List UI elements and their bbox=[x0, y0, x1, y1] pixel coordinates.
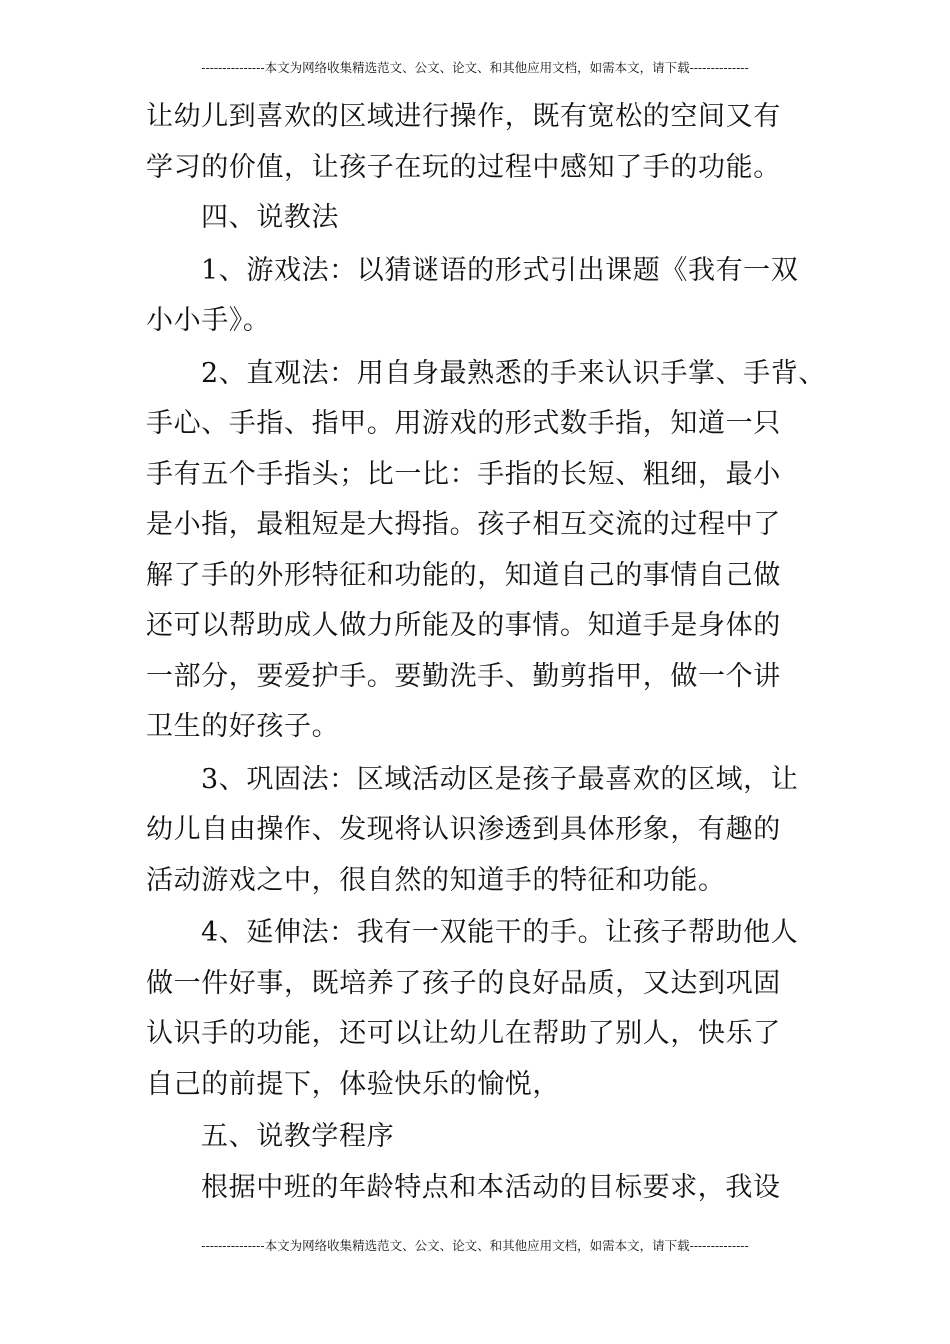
body-line: 幼儿自由操作、发现将认识渗透到具体形象，有趣的 bbox=[146, 814, 781, 845]
body-line: 认识手的功能，还可以让幼儿在帮助了别人，快乐了 bbox=[146, 1018, 781, 1049]
body-line: 4、延伸法：我有一双能干的手。让孩子帮助他人 bbox=[201, 917, 799, 948]
body-line: 根据中班的年龄特点和本活动的目标要求，我设 bbox=[201, 1171, 781, 1203]
body-line: 做一件好事，既培养了孩子的良好品质，又达到巩固 bbox=[146, 967, 781, 999]
page-header-notice: ---------------本文为网络收集精选范文、公文、论文、和其他应用文档，如需本文，请下载-------------- bbox=[201, 60, 749, 75]
body-line: 让幼儿到喜欢的区域进行操作，既有宽松的空间又有 bbox=[146, 101, 781, 132]
page-footer-notice: ---------------本文为网络收集精选范文、公文、论文、和其他应用文档，如需本文，请下载-------------- bbox=[201, 1238, 749, 1253]
body-line: 1、游戏法：以猜谜语的形式引出课题《我有一双 bbox=[201, 254, 799, 286]
document-body bbox=[146, 92, 826, 1213]
body-line: 卫生的好孩子。 bbox=[146, 711, 340, 742]
body-line: 活动游戏之中，很自然的知道手的特征和功能。 bbox=[146, 864, 726, 896]
body-line: 还可以帮助成人做力所能及的事情。知道手是身体的 bbox=[146, 610, 781, 641]
body-line: 一部分，要爱护手。要勤洗手、勤剪指甲，做一个讲 bbox=[146, 660, 781, 692]
body-line: 自己的前提下，体验快乐的愉悦， bbox=[146, 1068, 560, 1100]
body-line: 解了手的外形特征和功能的，知道自己的事情自己做 bbox=[146, 559, 781, 591]
body-line: 是小指，最粗短是大拇指。孩子相互交流的过程中了 bbox=[146, 509, 781, 540]
body-line: 手有五个手指头；比一比：手指的长短、粗细，最小 bbox=[146, 458, 781, 490]
body-line: 学习的价值，让孩子在玩的过程中感知了手的功能。 bbox=[146, 151, 781, 183]
section-heading-teaching-procedure: 五、说教学程序 bbox=[201, 1121, 395, 1152]
body-line: 2、直观法：用自身最熟悉的手来认识手掌、手背、 bbox=[201, 357, 826, 389]
body-line: 手心、手指、指甲。用游戏的形式数手指，知道一只 bbox=[146, 408, 781, 439]
body-line: 小小手》。 bbox=[146, 305, 271, 336]
section-heading-teaching-methods: 四、说教法 bbox=[201, 202, 339, 233]
body-line: 3、巩固法：区域活动区是孩子最喜欢的区域，让 bbox=[201, 763, 799, 795]
